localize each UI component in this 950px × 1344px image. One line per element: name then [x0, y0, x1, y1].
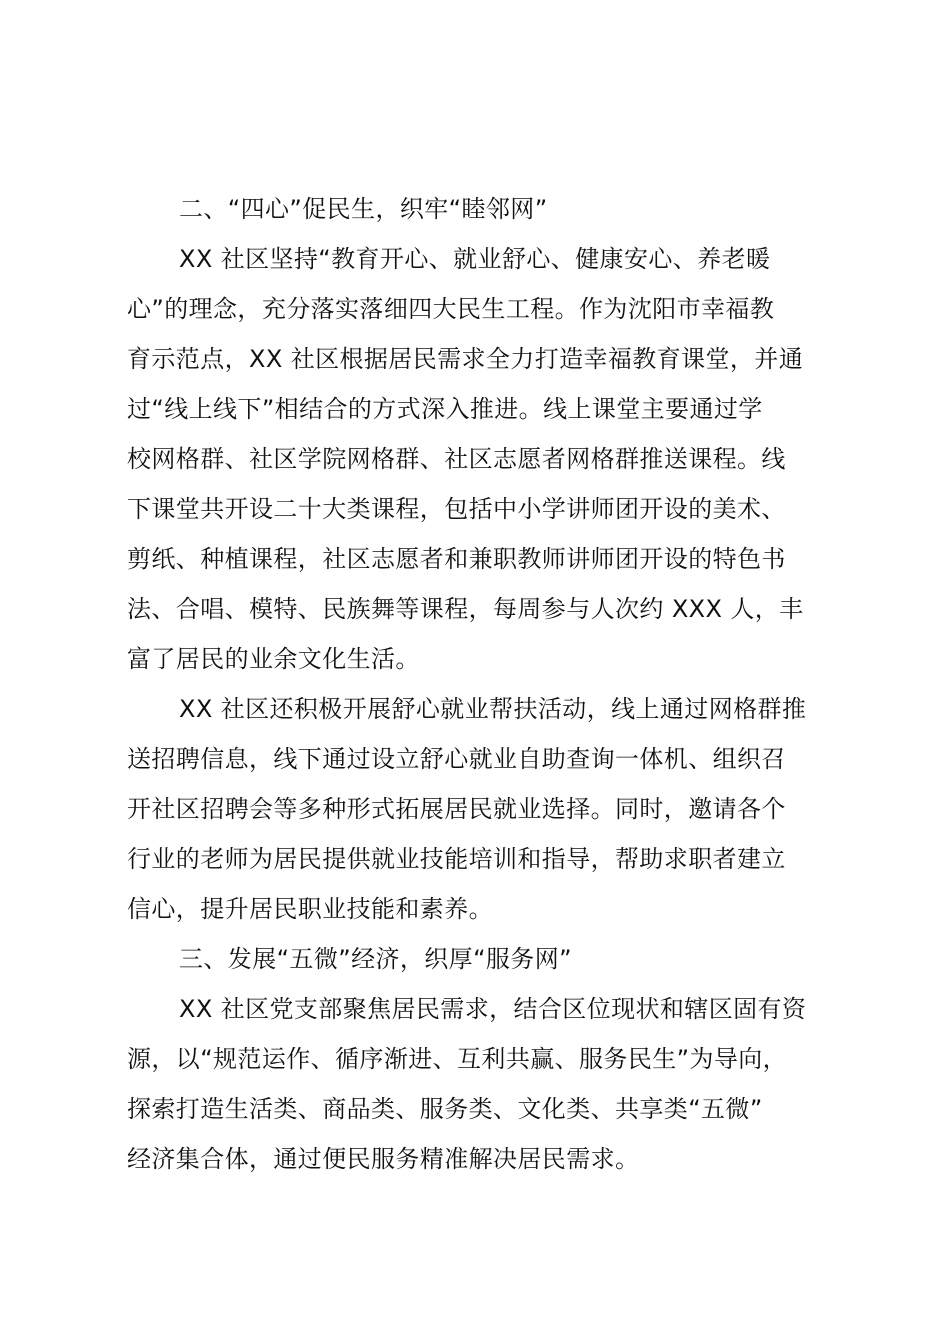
paragraph-2-line-3: 开社区招聘会等多种形式拓展居民就业选择。同时，邀请各个: [127, 795, 786, 823]
paragraph-3-line-1: XX 社区党支部聚焦居民需求，结合区位现状和辖区固有资: [179, 995, 807, 1023]
paragraph-1-line-3: 育示范点，XX 社区根据居民需求全力打造幸福教育课堂，并通: [127, 345, 804, 373]
paragraph-1-line-9: 富了居民的业余文化生活。: [127, 645, 420, 673]
paragraph-2-line-5: 信心，提升居民职业技能和素养。: [127, 895, 493, 923]
document-body: [127, 184, 827, 1184]
paragraph-1-line-4: 过“线上线下”相结合的方式深入推进。线上课堂主要通过学: [127, 395, 763, 423]
paragraph-1-line-8: 法、合唱、模特、民族舞等课程，每周参与人次约 XXX 人，丰: [127, 595, 804, 623]
paragraph-2-line-2: 送招聘信息，线下通过设立舒心就业自助查询一体机、组织召: [127, 745, 786, 773]
section-heading-3: 三、发展“五微”经济，织厚“服务网”: [179, 945, 572, 973]
paragraph-1-line-7: 剪纸、种植课程，社区志愿者和兼职教师讲师团开设的特色书: [127, 545, 786, 573]
paragraph-3-line-2: 源，以“规范运作、循序渐进、互利共赢、服务民生”为导向，: [127, 1045, 788, 1073]
section-heading-2: 二、“四心”促民生，织牢“睦邻网”: [179, 195, 548, 223]
paragraph-3-line-4: 经济集合体，通过便民服务精准解决居民需求。: [127, 1145, 640, 1173]
paragraph-3-line-3: 探索打造生活类、商品类、服务类、文化类、共享类“五微”: [127, 1095, 763, 1123]
paragraph-1-line-2: 心”的理念，充分落实落细四大民生工程。作为沈阳市幸福教: [127, 295, 775, 323]
paragraph-2-line-1: XX 社区还积极开展舒心就业帮扶活动，线上通过网格群推: [179, 695, 807, 723]
paragraph-1-line-5: 校网格群、社区学院网格群、社区志愿者网格群推送课程。线: [127, 445, 786, 473]
paragraph-2-line-4: 行业的老师为居民提供就业技能培训和指导，帮助求职者建立: [127, 845, 786, 873]
paragraph-1-line-1: XX 社区坚持“教育开心、就业舒心、健康安心、养老暖: [179, 245, 771, 273]
paragraph-1-line-6: 下课堂共开设二十大类课程，包括中小学讲师团开设的美术、: [127, 495, 786, 523]
